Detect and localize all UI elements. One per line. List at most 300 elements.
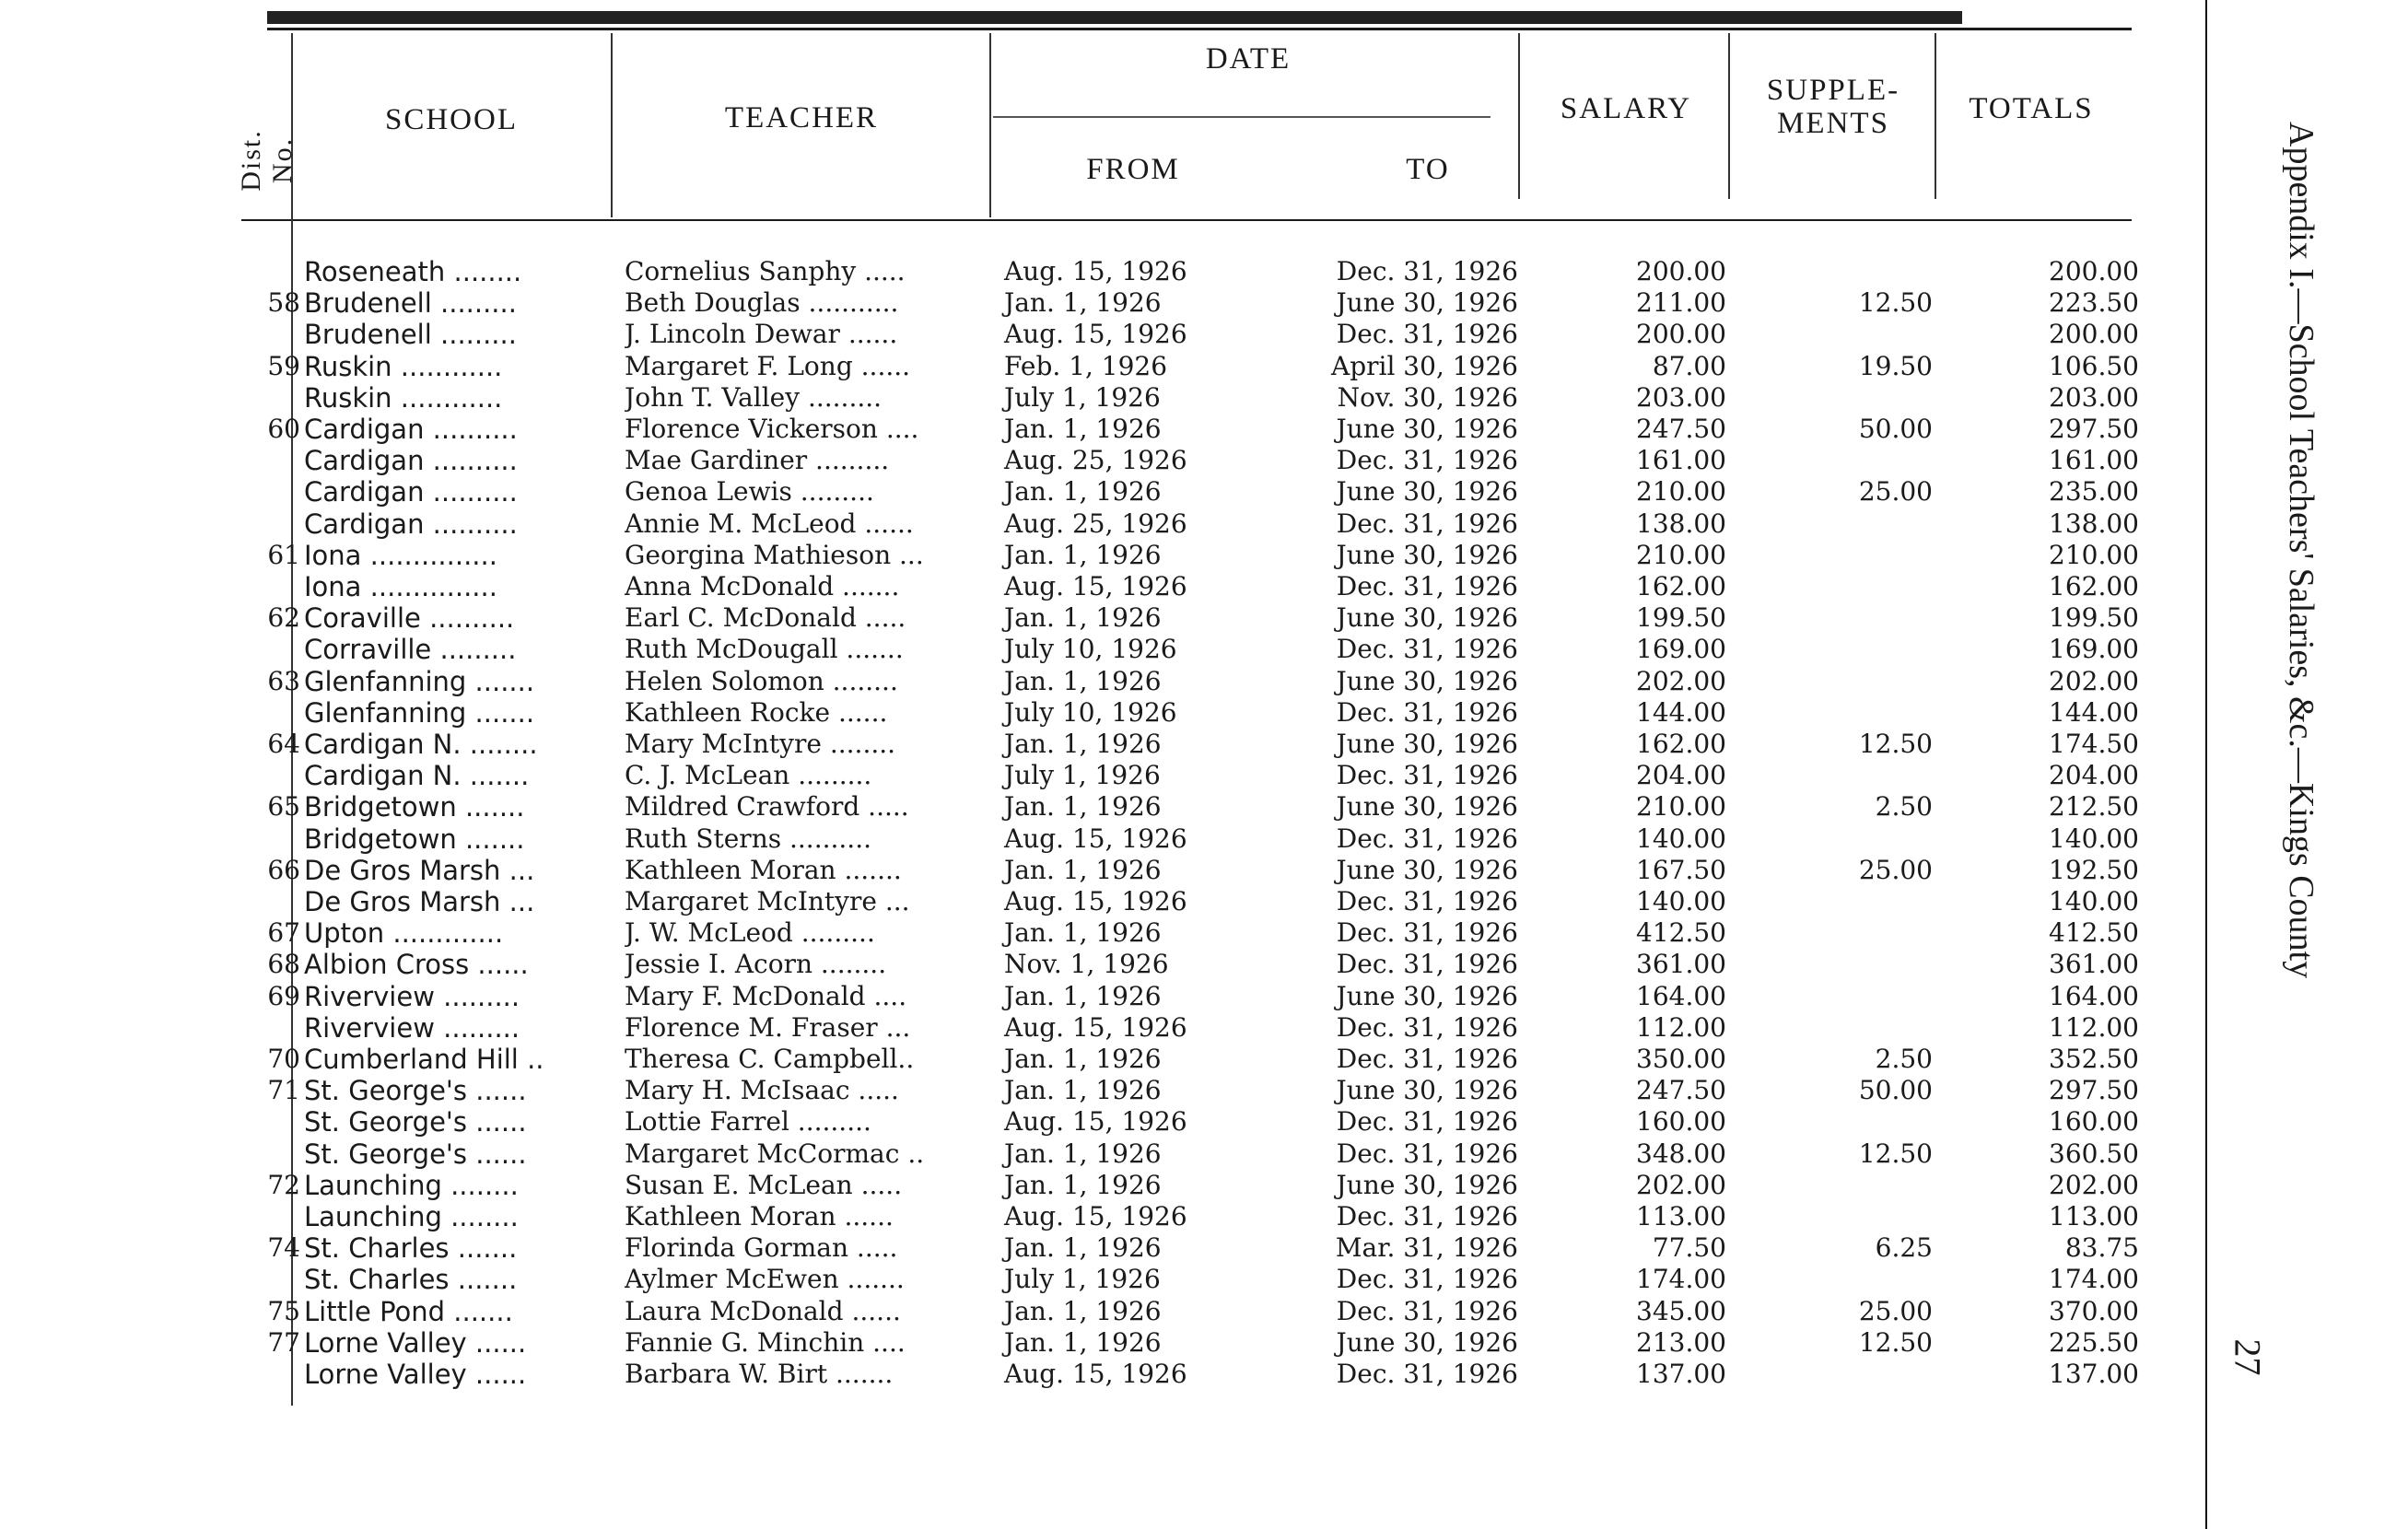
salary-amount: 160.00 bbox=[1636, 1106, 1726, 1138]
total-amount: 83.75 bbox=[2064, 1232, 2139, 1264]
header-salary: SALARY bbox=[1560, 92, 1692, 125]
table-row bbox=[0, 1012, 2408, 1044]
dist-number: 77 bbox=[267, 1326, 300, 1358]
salary-amount: 202.00 bbox=[1636, 665, 1726, 696]
school-name: Cardigan N. ........ bbox=[304, 729, 538, 760]
school-name: Cardigan N. ....... bbox=[304, 760, 530, 792]
school-name: Lorne Valley ...... bbox=[304, 1326, 527, 1359]
dist-number: 71 bbox=[267, 1075, 300, 1106]
school-name: Cardigan .......... bbox=[304, 476, 518, 508]
table-row bbox=[0, 476, 2408, 508]
table-row bbox=[0, 1201, 2408, 1232]
table-row bbox=[0, 602, 2408, 634]
supplements-amount: 19.50 bbox=[1858, 350, 1933, 381]
date-from: July 1, 1926 bbox=[1004, 1264, 1161, 1295]
total-amount: 192.50 bbox=[2049, 854, 2139, 885]
salary-amount: 202.00 bbox=[1636, 1169, 1726, 1200]
top-rule bbox=[267, 11, 1962, 24]
date-divider-rule bbox=[993, 116, 1490, 118]
dist-number: 67 bbox=[267, 917, 300, 949]
date-to: June 30, 1926 bbox=[1336, 729, 1518, 759]
dist-number: 75 bbox=[267, 1295, 300, 1326]
date-to: June 30, 1926 bbox=[1336, 854, 1518, 885]
date-from: July 1, 1926 bbox=[1004, 381, 1161, 413]
date-to: June 30, 1926 bbox=[1336, 665, 1518, 696]
date-from: Aug. 15, 1926 bbox=[1004, 886, 1187, 916]
table-row bbox=[0, 1359, 2408, 1390]
date-from: Jan. 1, 1926 bbox=[1004, 287, 1162, 319]
col-divider bbox=[1518, 33, 1520, 199]
salary-amount: 203.00 bbox=[1636, 381, 1726, 413]
teacher-name: Florence M. Fraser ... bbox=[625, 1011, 911, 1043]
salary-amount: 164.00 bbox=[1636, 980, 1726, 1011]
teacher-name: Margaret McIntyre ... bbox=[625, 886, 910, 916]
table-row bbox=[0, 319, 2408, 350]
table-row bbox=[0, 1170, 2408, 1201]
table-row bbox=[0, 1327, 2408, 1359]
total-amount: 225.50 bbox=[2049, 1326, 2139, 1358]
table-row bbox=[0, 917, 2408, 949]
school-name: De Gros Marsh ... bbox=[304, 854, 535, 886]
date-to: Dec. 31, 1926 bbox=[1336, 696, 1518, 728]
school-name: Cumberland Hill .. bbox=[304, 1044, 544, 1075]
salary-amount: 87.00 bbox=[1652, 350, 1726, 381]
salary-amount: 138.00 bbox=[1636, 508, 1726, 539]
date-to: Dec. 31, 1926 bbox=[1336, 886, 1518, 916]
date-from: Jan. 1, 1926 bbox=[1004, 791, 1162, 823]
salary-amount: 174.00 bbox=[1636, 1264, 1726, 1295]
date-to: Nov. 30, 1926 bbox=[1337, 381, 1518, 413]
teacher-name: Jessie I. Acorn ........ bbox=[625, 949, 887, 980]
date-to: Dec. 31, 1926 bbox=[1336, 1044, 1518, 1074]
date-to: Dec. 31, 1926 bbox=[1336, 1138, 1518, 1169]
school-name: Bridgetown ....... bbox=[304, 791, 525, 823]
total-amount: 360.50 bbox=[2049, 1138, 2139, 1169]
salary-amount: 247.50 bbox=[1636, 414, 1726, 444]
salary-amount: 144.00 bbox=[1636, 696, 1726, 728]
salary-amount: 162.00 bbox=[1636, 571, 1726, 601]
total-amount: 223.50 bbox=[2049, 287, 2139, 319]
school-name: St. George's ...... bbox=[304, 1075, 527, 1107]
total-amount: 370.00 bbox=[2049, 1295, 2139, 1326]
salary-amount: 140.00 bbox=[1636, 823, 1726, 854]
date-from: Jan. 1, 1926 bbox=[1004, 1169, 1162, 1200]
date-from: Jan. 1, 1926 bbox=[1004, 602, 1162, 634]
total-amount: 144.00 bbox=[2049, 696, 2139, 728]
date-from: Jan. 1, 1926 bbox=[1004, 1295, 1162, 1326]
supplements-amount: 50.00 bbox=[1858, 1075, 1933, 1106]
teacher-name: Fannie G. Minchin .... bbox=[625, 1326, 906, 1358]
table-row bbox=[0, 634, 2408, 665]
teacher-name: Margaret F. Long ...... bbox=[625, 350, 911, 381]
school-name: Glenfanning ....... bbox=[304, 665, 535, 697]
supplements-amount: 2.50 bbox=[1875, 1044, 1933, 1074]
date-to: Dec. 31, 1926 bbox=[1336, 1359, 1518, 1389]
total-amount: 113.00 bbox=[2049, 1201, 2139, 1231]
date-from: Nov. 1, 1926 bbox=[1004, 949, 1169, 980]
date-to: Dec. 31, 1926 bbox=[1336, 1201, 1518, 1231]
date-to: June 30, 1926 bbox=[1336, 1326, 1518, 1358]
teacher-name: Kathleen Moran ...... bbox=[625, 1201, 894, 1231]
teacher-name: Margaret McCormac .. bbox=[625, 1138, 925, 1169]
col-divider bbox=[611, 33, 613, 217]
teacher-name: Cornelius Sanphy ..... bbox=[625, 256, 906, 286]
total-amount: 361.00 bbox=[2049, 949, 2139, 980]
supplements-amount: 12.50 bbox=[1858, 1138, 1933, 1169]
table-row bbox=[0, 823, 2408, 855]
salary-amount: 113.00 bbox=[1636, 1201, 1726, 1231]
salary-amount: 140.00 bbox=[1636, 886, 1726, 916]
table-row bbox=[0, 1264, 2408, 1295]
date-from: Aug. 15, 1926 bbox=[1004, 571, 1187, 601]
salary-amount: 200.00 bbox=[1636, 256, 1726, 286]
dist-number: 60 bbox=[267, 414, 300, 444]
teacher-name: Kathleen Moran ....... bbox=[625, 854, 902, 885]
dist-number: 63 bbox=[267, 665, 300, 696]
school-name: Upton ............. bbox=[304, 917, 504, 950]
date-to: June 30, 1926 bbox=[1336, 539, 1518, 570]
teacher-name: Anna McDonald ....... bbox=[625, 571, 900, 601]
table-row bbox=[0, 540, 2408, 571]
total-amount: 137.00 bbox=[2049, 1359, 2139, 1389]
date-to: June 30, 1926 bbox=[1336, 1169, 1518, 1200]
teacher-name: Earl C. McDonald ..... bbox=[625, 602, 906, 634]
school-name: Cardigan .......... bbox=[304, 414, 518, 445]
date-from: Jan. 1, 1926 bbox=[1004, 539, 1162, 570]
school-name: Lorne Valley ...... bbox=[304, 1359, 527, 1390]
date-to: June 30, 1926 bbox=[1336, 602, 1518, 634]
date-to: June 30, 1926 bbox=[1336, 476, 1518, 508]
total-amount: 162.00 bbox=[2049, 571, 2139, 601]
date-from: Jan. 1, 1926 bbox=[1004, 665, 1162, 696]
salary-amount: 204.00 bbox=[1636, 760, 1726, 791]
date-from: Aug. 15, 1926 bbox=[1004, 823, 1187, 854]
date-from: Aug. 15, 1926 bbox=[1004, 1011, 1187, 1043]
teacher-name: Lottie Farrel ......... bbox=[625, 1106, 871, 1138]
total-amount: 203.00 bbox=[2049, 381, 2139, 413]
salary-amount: 350.00 bbox=[1636, 1044, 1726, 1074]
date-from: Aug. 15, 1926 bbox=[1004, 1359, 1187, 1389]
dist-number: 61 bbox=[267, 539, 300, 570]
total-amount: 140.00 bbox=[2049, 823, 2139, 854]
salary-amount: 210.00 bbox=[1636, 539, 1726, 570]
school-name: St. George's ...... bbox=[304, 1106, 527, 1138]
col-divider bbox=[1728, 33, 1730, 199]
teacher-name: Ruth McDougall ....... bbox=[625, 634, 904, 665]
header-totals: TOTALS bbox=[1969, 92, 2094, 125]
table-row bbox=[0, 729, 2408, 760]
date-from: Jan. 1, 1926 bbox=[1004, 980, 1162, 1011]
table-row bbox=[0, 697, 2408, 729]
teacher-name: Laura McDonald ...... bbox=[625, 1295, 901, 1326]
table-row bbox=[0, 1044, 2408, 1075]
dist-number: 59 bbox=[267, 350, 300, 381]
total-amount: 297.50 bbox=[2049, 414, 2139, 444]
dist-number: 66 bbox=[267, 854, 300, 885]
teacher-name: John T. Valley ......... bbox=[625, 381, 883, 413]
dist-number: 65 bbox=[267, 791, 300, 823]
date-to: Dec. 31, 1926 bbox=[1336, 1264, 1518, 1295]
supplements-amount: 12.50 bbox=[1858, 287, 1933, 319]
supplements-amount: 12.50 bbox=[1858, 729, 1933, 759]
total-amount: 160.00 bbox=[2049, 1106, 2139, 1138]
school-name: Riverview ......... bbox=[304, 1011, 520, 1044]
date-to: June 30, 1926 bbox=[1336, 1075, 1518, 1106]
total-amount: 174.00 bbox=[2049, 1264, 2139, 1295]
school-name: Coraville .......... bbox=[304, 602, 515, 635]
total-amount: 161.00 bbox=[2049, 445, 2139, 476]
total-amount: 200.00 bbox=[2049, 256, 2139, 286]
teacher-name: Ruth Sterns .......... bbox=[625, 823, 871, 854]
table-row bbox=[0, 256, 2408, 287]
date-to: June 30, 1926 bbox=[1336, 980, 1518, 1011]
teacher-name: Helen Solomon ........ bbox=[625, 665, 898, 696]
teacher-name: Beth Douglas ........... bbox=[625, 287, 899, 319]
school-name: St. George's ...... bbox=[304, 1138, 527, 1170]
total-amount: 140.00 bbox=[2049, 886, 2139, 916]
date-to: Dec. 31, 1926 bbox=[1336, 760, 1518, 791]
table-row bbox=[0, 981, 2408, 1012]
salary-amount: 211.00 bbox=[1636, 287, 1726, 319]
teacher-name: Susan E. McLean ..... bbox=[625, 1169, 903, 1200]
date-to: Dec. 31, 1926 bbox=[1336, 917, 1518, 949]
total-amount: 210.00 bbox=[2049, 539, 2139, 570]
date-from: Aug. 15, 1926 bbox=[1004, 1201, 1187, 1231]
total-amount: 412.50 bbox=[2049, 917, 2139, 949]
date-to: Dec. 31, 1926 bbox=[1336, 256, 1518, 286]
table-row bbox=[0, 1106, 2408, 1138]
table-row bbox=[0, 287, 2408, 319]
date-to: Mar. 31, 1926 bbox=[1335, 1232, 1518, 1264]
teacher-name: Kathleen Rocke ...... bbox=[625, 696, 888, 728]
salary-amount: 167.50 bbox=[1636, 854, 1726, 885]
school-name: Riverview ......... bbox=[304, 980, 520, 1012]
table-row bbox=[0, 571, 2408, 602]
teacher-name: Mary H. McIsaac ..... bbox=[625, 1075, 899, 1106]
dist-number: 62 bbox=[267, 602, 300, 634]
table-row bbox=[0, 351, 2408, 382]
salary-amount: 345.00 bbox=[1636, 1295, 1726, 1326]
total-amount: 235.00 bbox=[2049, 476, 2139, 508]
date-from: Jan. 1, 1926 bbox=[1004, 1232, 1162, 1264]
table-row bbox=[0, 760, 2408, 791]
teacher-name: Barbara W. Birt ....... bbox=[625, 1359, 894, 1389]
school-name: Launching ........ bbox=[304, 1169, 519, 1201]
date-from: Aug. 15, 1926 bbox=[1004, 256, 1187, 286]
table-row bbox=[0, 1138, 2408, 1170]
total-amount: 352.50 bbox=[2049, 1044, 2139, 1074]
dist-number: 74 bbox=[267, 1232, 300, 1264]
school-name: St. Charles ....... bbox=[304, 1232, 518, 1265]
school-name: Glenfanning ....... bbox=[304, 696, 535, 729]
dist-number: 68 bbox=[267, 949, 300, 980]
date-from: July 10, 1926 bbox=[1004, 634, 1177, 665]
date-from: Jan. 1, 1926 bbox=[1004, 1138, 1162, 1169]
school-name: St. Charles ....... bbox=[304, 1264, 518, 1296]
running-title bbox=[2281, 122, 2321, 978]
supplements-amount: 12.50 bbox=[1858, 1326, 1933, 1358]
dist-number: 64 bbox=[267, 729, 300, 759]
date-from: Aug. 15, 1926 bbox=[1004, 319, 1187, 350]
dist-number: 69 bbox=[267, 980, 300, 1011]
header-bottom-rule bbox=[241, 219, 2132, 221]
school-name: Albion Cross ...... bbox=[304, 949, 529, 981]
teacher-name: Florinda Gorman ..... bbox=[625, 1232, 898, 1264]
salary-amount: 247.50 bbox=[1636, 1075, 1726, 1106]
teacher-name: Mary McIntyre ........ bbox=[625, 729, 896, 759]
salary-amount: 169.00 bbox=[1636, 634, 1726, 665]
col-divider bbox=[1935, 33, 1936, 199]
table-row bbox=[0, 949, 2408, 980]
date-from: July 10, 1926 bbox=[1004, 696, 1177, 728]
supplements-amount: 6.25 bbox=[1875, 1232, 1933, 1264]
total-amount: 169.00 bbox=[2049, 634, 2139, 665]
table-row bbox=[0, 666, 2408, 697]
date-to: Dec. 31, 1926 bbox=[1336, 1011, 1518, 1043]
teacher-name: Theresa C. Campbell.. bbox=[625, 1044, 915, 1074]
salary-amount: 200.00 bbox=[1636, 319, 1726, 350]
salary-amount: 162.00 bbox=[1636, 729, 1726, 759]
date-from: Jan. 1, 1926 bbox=[1004, 917, 1162, 949]
table-row bbox=[0, 1232, 2408, 1264]
date-to: June 30, 1926 bbox=[1336, 414, 1518, 444]
supplements-amount: 50.00 bbox=[1858, 414, 1933, 444]
teacher-name: J. W. McLeod ......... bbox=[625, 917, 875, 949]
header-from: FROM bbox=[1086, 153, 1180, 186]
school-name: Corraville ......... bbox=[304, 634, 517, 666]
school-name: Roseneath ........ bbox=[304, 256, 522, 287]
date-from: July 1, 1926 bbox=[1004, 760, 1161, 791]
date-from: Aug. 25, 1926 bbox=[1004, 445, 1187, 476]
total-amount: 164.00 bbox=[2049, 980, 2139, 1011]
date-from: Aug. 25, 1926 bbox=[1004, 508, 1187, 539]
teacher-name: J. Lincoln Dewar ...... bbox=[625, 319, 898, 350]
total-amount: 106.50 bbox=[2049, 350, 2139, 381]
school-name: Ruskin ............ bbox=[304, 350, 503, 382]
table-row bbox=[0, 414, 2408, 445]
school-name: Cardigan .......... bbox=[304, 445, 518, 477]
date-to: April 30, 1926 bbox=[1330, 350, 1518, 381]
teacher-name: Genoa Lewis ......... bbox=[625, 476, 874, 508]
table-row bbox=[0, 791, 2408, 823]
salary-amount: 210.00 bbox=[1636, 476, 1726, 508]
date-from: Feb. 1, 1926 bbox=[1004, 350, 1168, 381]
date-from: Jan. 1, 1926 bbox=[1004, 414, 1162, 444]
date-from: Jan. 1, 1926 bbox=[1004, 854, 1162, 885]
salary-amount: 112.00 bbox=[1636, 1011, 1726, 1043]
header-teacher: TEACHER bbox=[724, 101, 879, 134]
salary-amount: 361.00 bbox=[1636, 949, 1726, 980]
date-to: Dec. 31, 1926 bbox=[1336, 1295, 1518, 1326]
salary-amount: 161.00 bbox=[1636, 445, 1726, 476]
school-name: Bridgetown ....... bbox=[304, 823, 525, 855]
supplements-amount: 25.00 bbox=[1858, 1295, 1933, 1326]
salary-amount: 77.50 bbox=[1652, 1232, 1726, 1264]
date-from: Jan. 1, 1926 bbox=[1004, 1044, 1162, 1074]
date-to: Dec. 31, 1926 bbox=[1336, 823, 1518, 854]
school-name: Iona ............... bbox=[304, 571, 497, 602]
date-to: Dec. 31, 1926 bbox=[1336, 634, 1518, 665]
col-divider bbox=[989, 33, 991, 217]
table-row bbox=[0, 382, 2408, 414]
date-to: Dec. 31, 1926 bbox=[1336, 508, 1518, 539]
school-name: Brudenell ......... bbox=[304, 287, 517, 320]
teacher-name: Florence Vickerson .... bbox=[625, 414, 919, 444]
salary-amount: 137.00 bbox=[1636, 1359, 1726, 1389]
school-name: Launching ........ bbox=[304, 1201, 519, 1232]
school-name: Ruskin ............ bbox=[304, 381, 503, 414]
date-from: Aug. 15, 1926 bbox=[1004, 1106, 1187, 1138]
total-amount: 204.00 bbox=[2049, 760, 2139, 791]
salary-amount: 210.00 bbox=[1636, 791, 1726, 823]
date-from: Jan. 1, 1926 bbox=[1004, 1075, 1162, 1106]
date-to: Dec. 31, 1926 bbox=[1336, 949, 1518, 980]
total-amount: 200.00 bbox=[2049, 319, 2139, 350]
header-date: DATE bbox=[1205, 42, 1292, 76]
salary-amount: 348.00 bbox=[1636, 1138, 1726, 1169]
school-name: Brudenell ......... bbox=[304, 319, 517, 351]
date-to: June 30, 1926 bbox=[1336, 287, 1518, 319]
salary-amount: 199.50 bbox=[1636, 602, 1726, 634]
header-supplements: SUPPLE- MENTS bbox=[1766, 74, 1900, 140]
dist-number: 58 bbox=[267, 287, 300, 319]
header-school: SCHOOL bbox=[384, 103, 519, 136]
top-rule-thin bbox=[267, 28, 2132, 30]
total-amount: 297.50 bbox=[2049, 1075, 2139, 1106]
school-name: De Gros Marsh ... bbox=[304, 886, 535, 917]
running-title-text: Appendix I.—School Teachers' Salaries, &c.—Kings County bbox=[2282, 122, 2320, 979]
teacher-name: Mae Gardiner ......... bbox=[625, 445, 890, 476]
total-amount: 212.50 bbox=[2049, 791, 2139, 823]
teacher-name: Mary F. McDonald .... bbox=[625, 980, 907, 1011]
date-to: June 30, 1926 bbox=[1336, 791, 1518, 823]
total-amount: 174.50 bbox=[2049, 729, 2139, 759]
date-to: Dec. 31, 1926 bbox=[1336, 445, 1518, 476]
table-row bbox=[0, 1075, 2408, 1106]
teacher-name: Annie M. McLeod ...... bbox=[625, 508, 914, 539]
date-from: Jan. 1, 1926 bbox=[1004, 476, 1162, 508]
dist-number: 72 bbox=[267, 1169, 300, 1200]
date-to: Dec. 31, 1926 bbox=[1336, 319, 1518, 350]
total-amount: 199.50 bbox=[2049, 602, 2139, 634]
total-amount: 138.00 bbox=[2049, 508, 2139, 539]
date-to: Dec. 31, 1926 bbox=[1336, 571, 1518, 601]
date-to: Dec. 31, 1926 bbox=[1336, 1106, 1518, 1138]
total-amount: 202.00 bbox=[2049, 665, 2139, 696]
table-row bbox=[0, 855, 2408, 886]
teacher-name: Aylmer McEwen ....... bbox=[625, 1264, 905, 1295]
table-row bbox=[0, 445, 2408, 476]
salary-amount: 412.50 bbox=[1636, 917, 1726, 949]
dist-number: 70 bbox=[267, 1044, 300, 1074]
table-row bbox=[0, 508, 2408, 540]
page-number: 27 bbox=[2227, 1338, 2269, 1376]
table-row bbox=[0, 1296, 2408, 1327]
school-name: Iona ............... bbox=[304, 539, 497, 571]
header-dist-no: Dist. No. bbox=[236, 129, 298, 192]
teacher-name: Mildred Crawford ..... bbox=[625, 791, 909, 823]
total-amount: 112.00 bbox=[2049, 1011, 2139, 1043]
date-from: Jan. 1, 1926 bbox=[1004, 729, 1162, 759]
teacher-name: Georgina Mathieson ... bbox=[625, 539, 924, 570]
school-name: Cardigan .......... bbox=[304, 508, 518, 540]
header-to: TO bbox=[1406, 153, 1450, 186]
total-amount: 202.00 bbox=[2049, 1169, 2139, 1200]
salary-amount: 213.00 bbox=[1636, 1326, 1726, 1358]
supplements-amount: 2.50 bbox=[1875, 791, 1933, 823]
table-row bbox=[0, 886, 2408, 917]
supplements-amount: 25.00 bbox=[1858, 476, 1933, 508]
